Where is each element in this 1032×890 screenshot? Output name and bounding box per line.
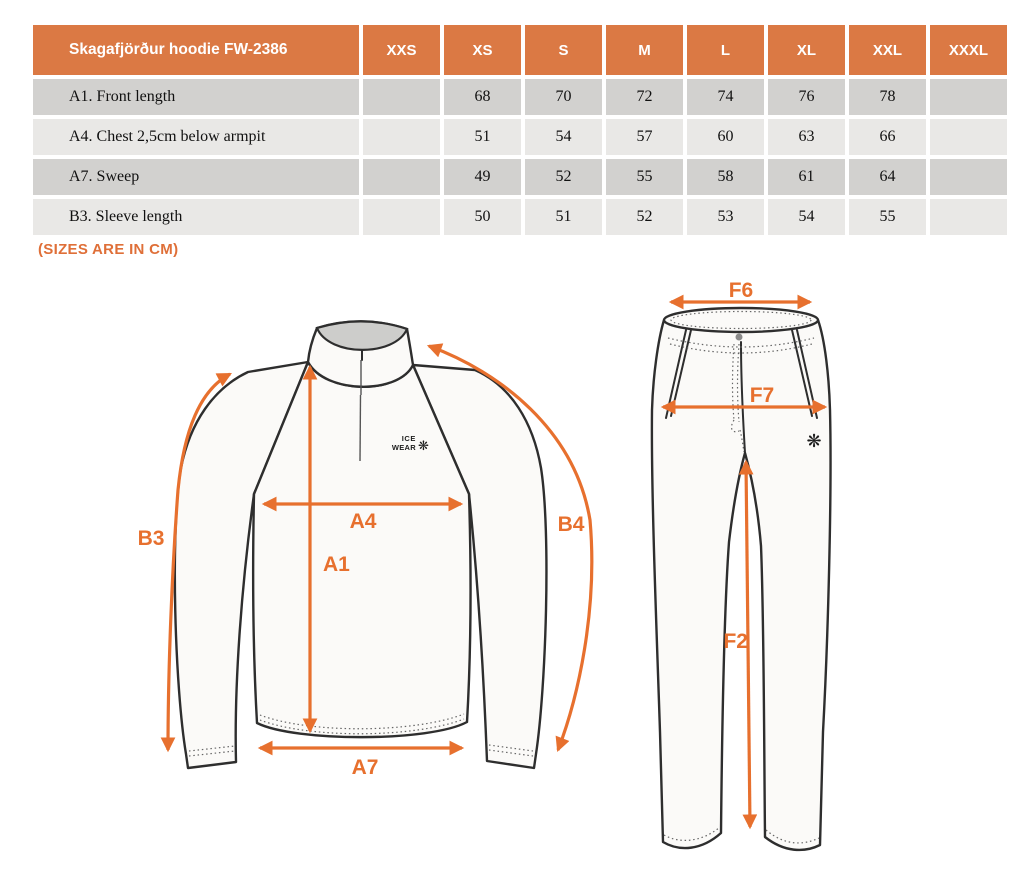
size-value-cell (930, 119, 1007, 155)
measurement-row-label: A4. Chest 2,5cm below armpit (33, 119, 359, 155)
size-column-header: XL (768, 25, 845, 75)
size-value-cell (363, 199, 440, 235)
size-value-cell (930, 199, 1007, 235)
table-row (33, 79, 1007, 115)
size-value-cell: 51 (525, 199, 602, 235)
zipper-line (360, 395, 361, 461)
logo-text-line1: ICE (401, 434, 416, 443)
size-value-cell (363, 79, 440, 115)
size-value-cell: 57 (606, 119, 683, 155)
size-value-cell: 49 (444, 159, 521, 195)
size-value-cell: 63 (768, 119, 845, 155)
size-value-cell: 51 (444, 119, 521, 155)
waist-button (736, 334, 743, 341)
size-value-cell: 55 (606, 159, 683, 195)
size-value-cell: 64 (849, 159, 926, 195)
size-value-cell: 54 (768, 199, 845, 235)
size-value-cell: 52 (606, 199, 683, 235)
table-row (33, 119, 1007, 155)
measure-label-f6: F6 (728, 280, 754, 302)
sizes-unit-note: (SIZES ARE IN CM) (38, 241, 179, 258)
size-value-cell: 72 (606, 79, 683, 115)
size-value-cell: 61 (768, 159, 845, 195)
table-header-row (33, 25, 1007, 75)
size-value-cell: 54 (525, 119, 602, 155)
measure-label-b4: B4 (557, 513, 585, 536)
waistband-opening (664, 308, 818, 332)
size-value-cell: 68 (444, 79, 521, 115)
size-value-cell (930, 79, 1007, 115)
measure-label-a1: A1 (323, 553, 350, 576)
size-value-cell: 53 (687, 199, 764, 235)
size-column-header: M (606, 25, 683, 75)
size-column-header: S (525, 25, 602, 75)
size-value-cell (930, 159, 1007, 195)
snowflake-icon: ❋ (418, 438, 429, 453)
measurement-row-label: A1. Front length (33, 79, 359, 115)
size-value-cell: 52 (525, 159, 602, 195)
measurement-row-label: A7. Sweep (33, 159, 359, 195)
size-column-header: XS (444, 25, 521, 75)
size-value-cell: 60 (687, 119, 764, 155)
size-column-header: XXS (363, 25, 440, 75)
measure-label-a4: A4 (349, 510, 377, 533)
measurement-row-label: B3. Sleeve length (33, 199, 359, 235)
snowflake-icon: ❋ (806, 431, 822, 451)
size-value-cell: 74 (687, 79, 764, 115)
size-value-cell: 58 (687, 159, 764, 195)
size-column-header: XXXL (930, 25, 1007, 75)
measure-label-b3: B3 (137, 527, 165, 550)
table-row (33, 159, 1007, 195)
product-title: Skagafjörður hoodie FW-2386 (33, 25, 359, 75)
logo-text-line2: WEAR (391, 443, 416, 452)
size-value-cell: 55 (849, 199, 926, 235)
size-column-header: L (687, 25, 764, 75)
measure-label-a7: A7 (351, 756, 379, 779)
size-value-cell: 66 (849, 119, 926, 155)
size-value-cell (363, 159, 440, 195)
measure-label-f7: F7 (749, 384, 775, 407)
hoodie-diagram (130, 290, 630, 800)
measure-label-f2: F2 (723, 630, 748, 653)
pants-diagram (640, 280, 1032, 890)
size-value-cell: 76 (768, 79, 845, 115)
size-column-header: XXL (849, 25, 926, 75)
size-value-cell: 50 (444, 199, 521, 235)
pants-outline (652, 320, 831, 850)
table-row (33, 199, 1007, 235)
size-value-cell (363, 119, 440, 155)
size-value-cell: 70 (525, 79, 602, 115)
size-chart-table (29, 21, 1011, 239)
size-chart-section (29, 21, 1011, 239)
size-value-cell: 78 (849, 79, 926, 115)
